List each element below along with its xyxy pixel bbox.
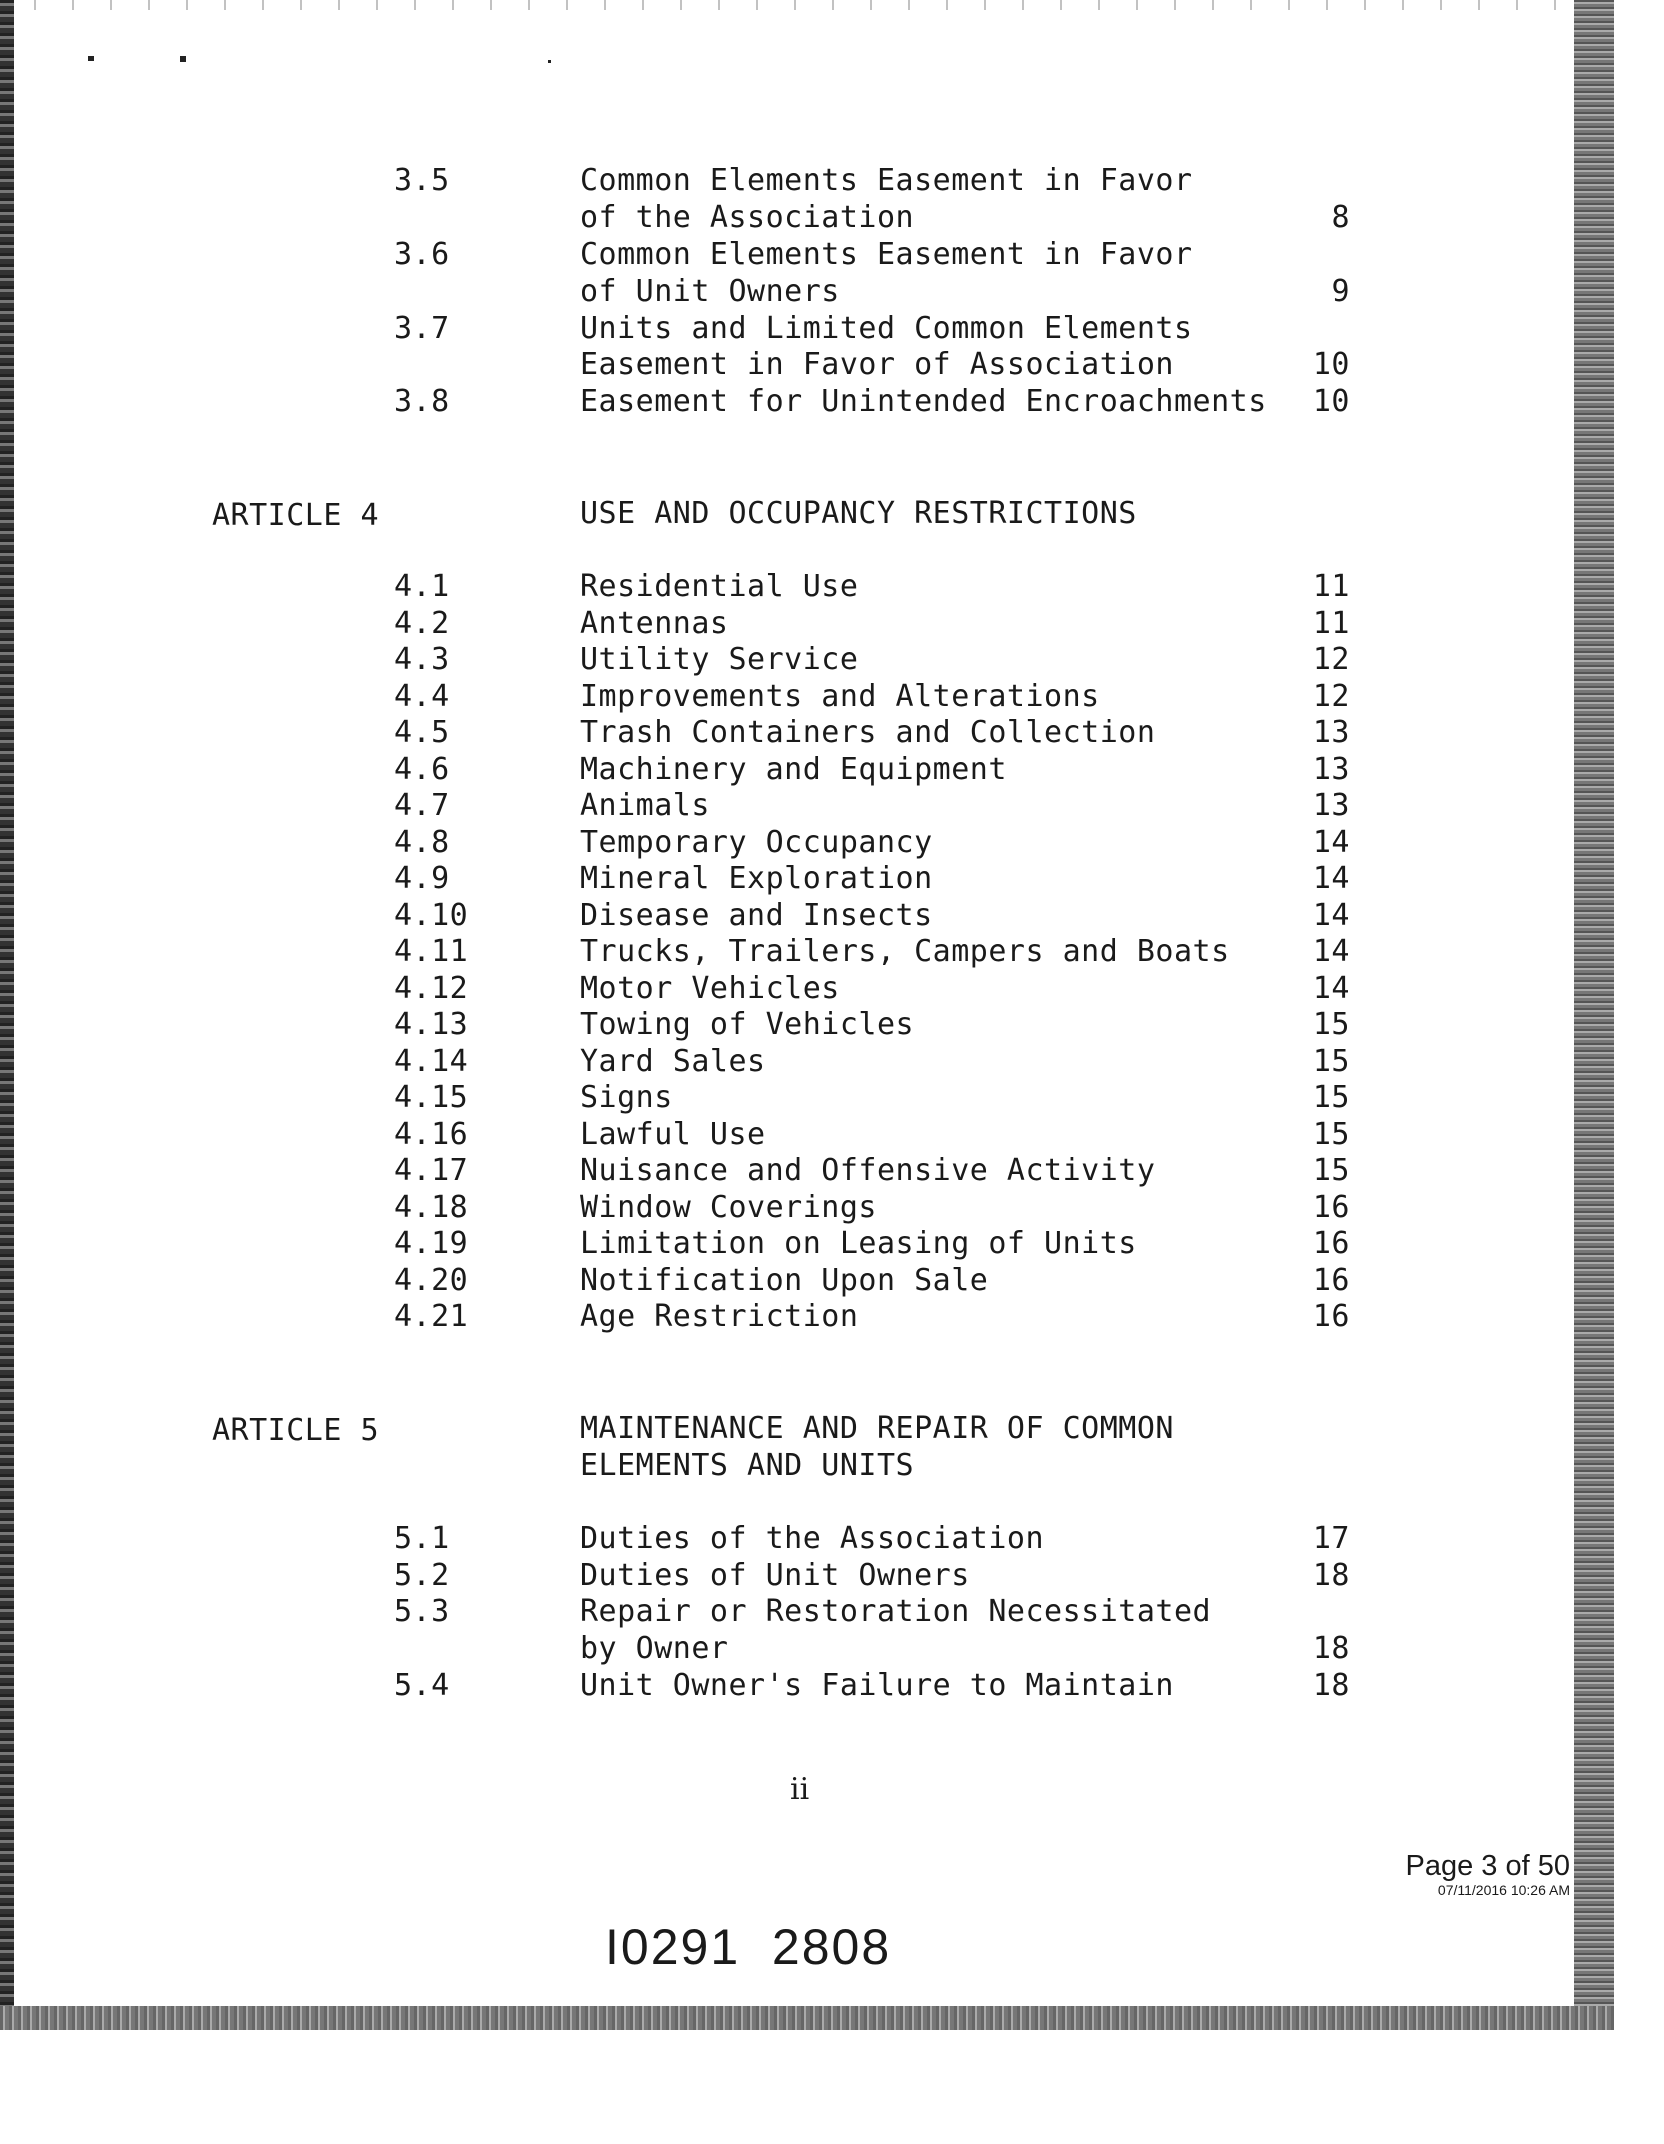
- section-number: 4.17: [394, 1153, 469, 1188]
- section-title: Animals: [580, 788, 710, 823]
- section-title: Duties of the Association: [580, 1521, 1045, 1556]
- section-title: Trash Containers and Collection: [580, 715, 1156, 750]
- page-number: 10: [1312, 347, 1350, 382]
- section-number: 4.19: [394, 1226, 469, 1261]
- page-number: 15: [1312, 1117, 1350, 1152]
- section-title: Trucks, Trailers, Campers and Boats: [580, 934, 1230, 969]
- section-number: 5.3: [394, 1594, 450, 1629]
- section-number: 4.2: [394, 606, 450, 641]
- page-number: 15: [1312, 1153, 1350, 1188]
- section-title: Yard Sales: [580, 1044, 766, 1079]
- section-title: Notification Upon Sale: [580, 1263, 989, 1298]
- section-number: 4.10: [394, 898, 469, 933]
- page-number: 16: [1312, 1190, 1350, 1225]
- section-number: 4.21: [394, 1299, 469, 1334]
- section-number: 4.3: [394, 642, 450, 677]
- section-title: Unit Owner's Failure to Maintain: [580, 1668, 1174, 1703]
- section-number: 3.5: [394, 163, 450, 198]
- section-number: 4.8: [394, 825, 450, 860]
- section-title: Temporary Occupancy: [580, 825, 933, 860]
- page-number: 18: [1312, 1631, 1350, 1666]
- page-number: 15: [1312, 1007, 1350, 1042]
- section-title: of the Association: [580, 200, 915, 235]
- section-number: 5.4: [394, 1668, 450, 1703]
- section-title: Units and Limited Common Elements: [580, 311, 1193, 346]
- scan-noise-top: [20, 0, 1570, 10]
- page-number: 9: [1331, 274, 1350, 309]
- page-number: 11: [1312, 606, 1350, 641]
- section-number: 5.1: [394, 1521, 450, 1556]
- section-number: 4.16: [394, 1117, 469, 1152]
- section-number: 4.11: [394, 934, 469, 969]
- page-number: 12: [1312, 642, 1350, 677]
- page-number: 10: [1312, 384, 1350, 419]
- page-of-total: Page 3 of 50: [1405, 1850, 1570, 1882]
- scan-speck: [548, 60, 551, 63]
- section-number: 3.8: [394, 384, 450, 419]
- article-label: ARTICLE 5: [212, 1413, 380, 1448]
- section-number: 4.20: [394, 1263, 469, 1298]
- page-number: 14: [1312, 861, 1350, 896]
- section-title: Lawful Use: [580, 1117, 766, 1152]
- section-number: 4.15: [394, 1080, 469, 1115]
- page-number: 14: [1312, 898, 1350, 933]
- page-number: 18: [1312, 1668, 1350, 1703]
- section-title: Mineral Exploration: [580, 861, 933, 896]
- section-title: Disease and Insects: [580, 898, 933, 933]
- page-number: 13: [1312, 715, 1350, 750]
- section-number: 3.7: [394, 311, 450, 346]
- page-number: 14: [1312, 971, 1350, 1006]
- page-number: 16: [1312, 1226, 1350, 1261]
- section-number: 4.12: [394, 971, 469, 1006]
- section-title: Common Elements Easement in Favor: [580, 163, 1193, 198]
- article-title: MAINTENANCE AND REPAIR OF COMMON: [580, 1411, 1174, 1446]
- section-title: Antennas: [580, 606, 729, 641]
- section-title: by Owner: [580, 1631, 729, 1666]
- section-number: 4.14: [394, 1044, 469, 1079]
- page-number: 18: [1312, 1558, 1350, 1593]
- section-number: 4.9: [394, 861, 450, 896]
- page-number: 8: [1331, 200, 1350, 235]
- page-number: 14: [1312, 934, 1350, 969]
- page-number: 13: [1312, 752, 1350, 787]
- scan-speck: [88, 56, 94, 61]
- scan-speck: [180, 56, 186, 62]
- scan-border-bottom: [0, 2006, 1614, 2030]
- section-title: Common Elements Easement in Favor: [580, 237, 1193, 272]
- section-number: 5.2: [394, 1558, 450, 1593]
- section-number: 4.6: [394, 752, 450, 787]
- article-title: USE AND OCCUPANCY RESTRICTIONS: [580, 496, 1137, 531]
- print-timestamp: 07/11/2016 10:26 AM: [1437, 1882, 1570, 1898]
- roman-page-number: ii: [790, 1772, 810, 1807]
- section-title: Towing of Vehicles: [580, 1007, 915, 1042]
- article-title: ELEMENTS AND UNITS: [580, 1448, 915, 1483]
- page-number: 16: [1312, 1263, 1350, 1298]
- page-number: 15: [1312, 1044, 1350, 1079]
- scan-border-right: [1574, 0, 1614, 2030]
- scan-border-left: [0, 0, 14, 2030]
- section-title: Improvements and Alterations: [580, 679, 1100, 714]
- section-title: Signs: [580, 1080, 673, 1115]
- page-stamp: [1390, 1850, 1570, 1898]
- page-number: 11: [1312, 569, 1350, 604]
- page-number: 17: [1312, 1521, 1350, 1556]
- section-number: 4.4: [394, 679, 450, 714]
- section-title: Easement in Favor of Association: [580, 347, 1174, 382]
- page-number: 13: [1312, 788, 1350, 823]
- section-number: 4.1: [394, 569, 450, 604]
- section-number: 4.18: [394, 1190, 469, 1225]
- section-title: Limitation on Leasing of Units: [580, 1226, 1137, 1261]
- section-title: Residential Use: [580, 569, 859, 604]
- section-title: Machinery and Equipment: [580, 752, 1007, 787]
- section-title: Easement for Unintended Encroachments: [580, 384, 1267, 419]
- section-number: 4.5: [394, 715, 450, 750]
- section-title: Window Coverings: [580, 1190, 877, 1225]
- page-number: 14: [1312, 825, 1350, 860]
- section-title: Utility Service: [580, 642, 859, 677]
- section-title: Duties of Unit Owners: [580, 1558, 970, 1593]
- section-title: of Unit Owners: [580, 274, 840, 309]
- article-label: ARTICLE 4: [212, 498, 380, 533]
- section-title: Motor Vehicles: [580, 971, 840, 1006]
- page-number: 16: [1312, 1299, 1350, 1334]
- section-title: Repair or Restoration Necessitated: [580, 1594, 1212, 1629]
- page-number: 12: [1312, 679, 1350, 714]
- section-number: 3.6: [394, 237, 450, 272]
- book-page-reference: I0291 2808: [605, 1919, 892, 1975]
- section-title: Age Restriction: [580, 1299, 859, 1334]
- page-number: 15: [1312, 1080, 1350, 1115]
- section-number: 4.7: [394, 788, 450, 823]
- section-title: Nuisance and Offensive Activity: [580, 1153, 1156, 1188]
- section-number: 4.13: [394, 1007, 469, 1042]
